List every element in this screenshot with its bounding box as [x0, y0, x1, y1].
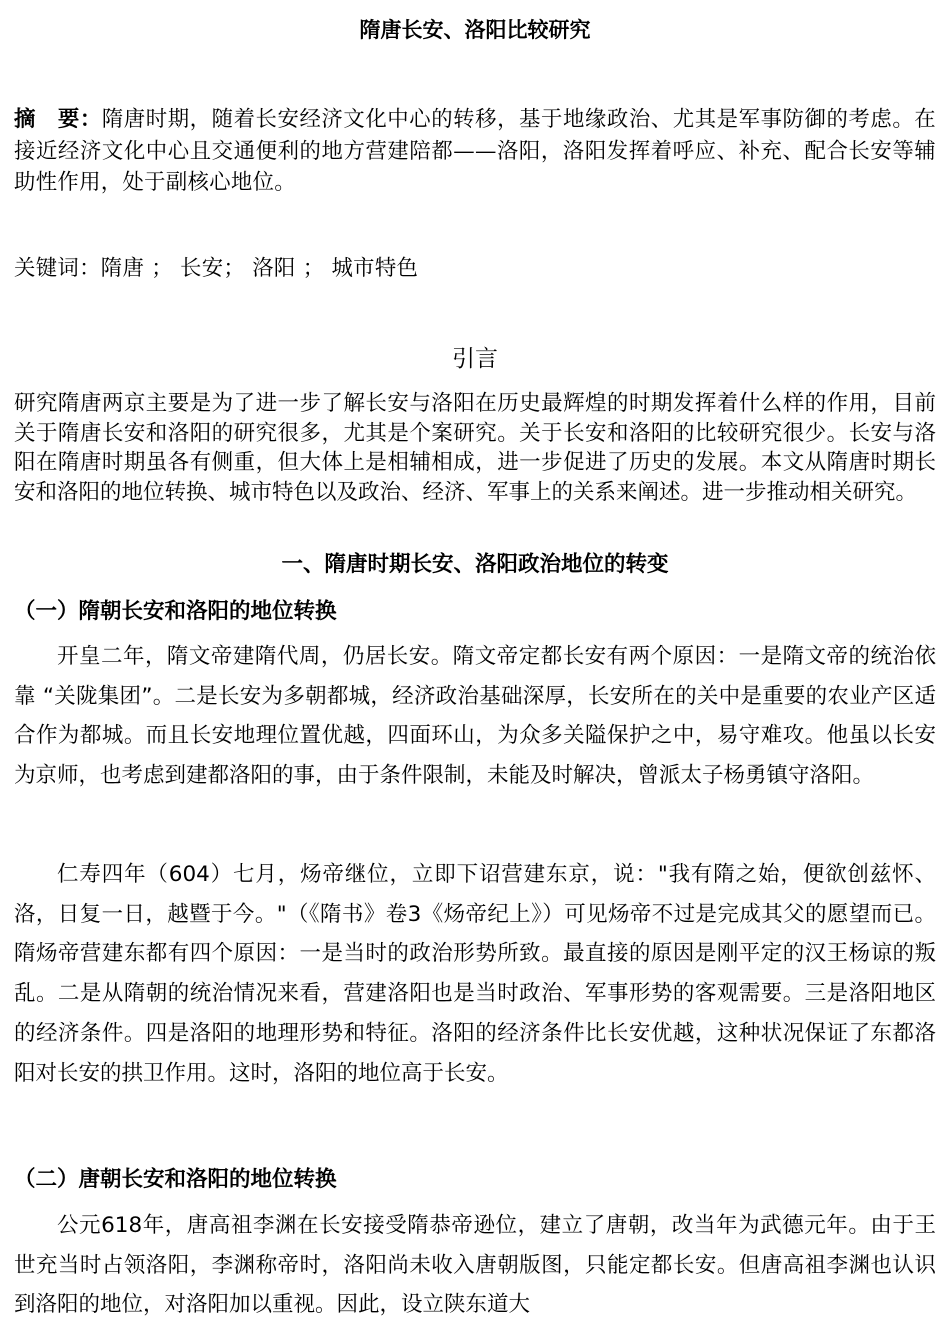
- intro-paragraph: 研究隋唐两京主要是为了进一步了解长安与洛阳在历史最辉煌的时期发挥着什么样的作用，目前关于隋唐长安和洛阳的研究很多，尤其是个案研究。关于长安和洛阳的比较研究很少。长安与洛阳在隋唐时期虽各有侧重，但大体上是相辅相成，进一步促进了历史的发展。本文从隋唐时期长安和洛阳的地位转换、城市特色以及政治、经济、军事上的关系来阐述。进一步推动相关研究。: [14, 391, 936, 505]
- subsection-2-paragraph-1: 公元618年，唐高祖李渊在长安接受隋恭帝逊位，建立了唐朝，改当年为武德元年。由于王世充当时占领洛阳，李渊称帝时，洛阳尚未收入唐朝版图，只能定都长安。但唐高祖李渊也认识到洛阳的地位，对洛阳加以重视。因此，设立陕东道大: [14, 1213, 936, 1318]
- paper-title: 隋唐长安、洛阳比较研究: [359, 18, 591, 42]
- intro-heading: 引言: [452, 346, 498, 372]
- subsection-2-heading: （二）唐朝长安和洛阳的地位转换: [14, 1167, 337, 1192]
- abstract-text: 隋唐时期，随着长安经济文化中心的转移，基于地缘政治、尤其是军事防御的考虑。在接近经济文化中心且交通便利的地方营建陪都——洛阳，洛阳发挥着呼应、补充、配合长安等辅助性作用，处于副核心地位。: [14, 107, 937, 195]
- subsection-1-paragraph-2: 仁寿四年（604）七月，炀帝继位，立即下诏营建东京，说："我有隋之始，便欲创兹怀、洛，日复一日，越暨于今。"（《隋书》卷3《炀帝纪上》）可见炀帝不过是完成其父的愿望而已。隋炀帝营建东都有四个原因：一是当时的政治形势所致。最直接的原因是刚平定的汉王杨谅的叛乱。二是从隋朝的统治情况来看，营建洛阳也是当时政治、军事形势的客观需要。三是洛阳地区的经济条件。四是洛阳的地理形势和特征。洛阳的经济条件比长安优越，这种状况保证了东都洛阳对长安的拱卫作用。这时，洛阳的地位高于长安。: [14, 862, 936, 1086]
- abstract: [14, 104, 936, 199]
- keywords: [14, 253, 936, 285]
- keywords-label: 关键词：: [14, 256, 101, 281]
- subsection-1-heading: （一）隋朝长安和洛阳的地位转换: [14, 599, 337, 624]
- keywords-text: 隋唐 ； 长安； 洛阳 ； 城市特色: [100, 256, 419, 281]
- subsection-1-paragraph-1: 开皇二年，隋文帝建隋代周，仍居长安。隋文帝定都长安有两个原因：一是隋文帝的统治依靠 “关陇集团”。二是长安为多朝都城，经济政治基础深厚，长安所在的关中是重要的农业产区适合作为都城。而且长安地理位置优越，四面环山，为众多关隘保护之中，易守难攻。他虽以长安为京师，也考虑到建都洛阳的事，由于条件限制，未能及时解决，曾派太子杨勇镇守洛阳。: [14, 644, 936, 789]
- section-1-heading: 一、隋唐时期长安、洛阳政治地位的转变: [281, 552, 669, 577]
- abstract-label: 摘 要：: [14, 107, 102, 132]
